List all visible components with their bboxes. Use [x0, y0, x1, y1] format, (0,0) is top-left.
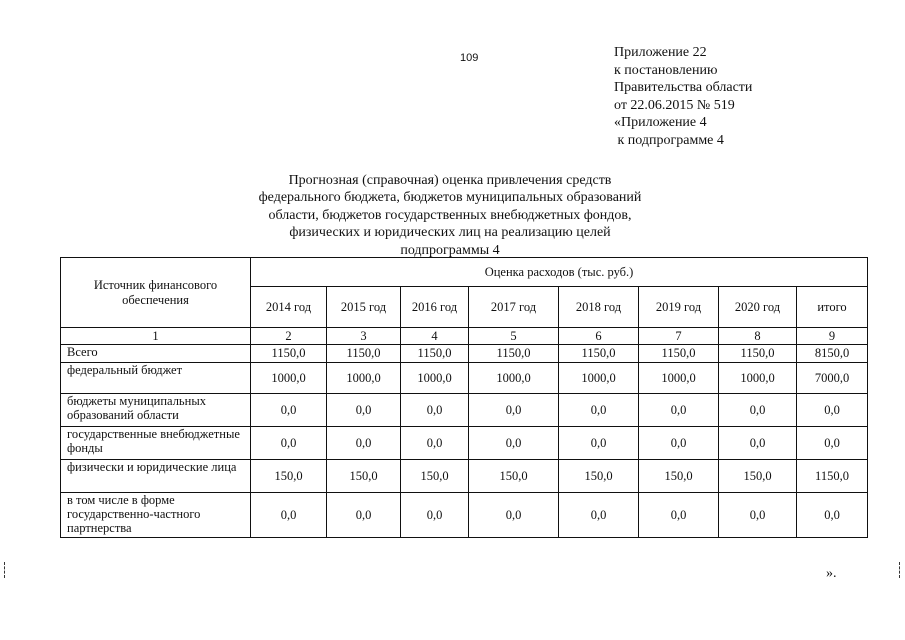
source-header: Источник финансового обеспечения — [61, 258, 251, 328]
table-row — [61, 363, 868, 394]
table-cell: 0,0 — [797, 427, 868, 460]
page-number: 109 — [460, 52, 479, 64]
table-cell: 0,0 — [469, 493, 559, 538]
table-cell: 0,0 — [639, 493, 719, 538]
table-cell: 1000,0 — [327, 363, 401, 394]
table-cell: 1150,0 — [797, 460, 868, 493]
column-number: 2 — [251, 328, 327, 345]
table-cell: 150,0 — [639, 460, 719, 493]
row-label: в том числе в форме государственно-частного партнерства — [61, 493, 251, 538]
table-cell: 0,0 — [469, 427, 559, 460]
table-cell: 0,0 — [797, 493, 868, 538]
estimate-header: Оценка расходов (тыс. руб.) — [251, 258, 868, 287]
column-number: 4 — [401, 328, 469, 345]
table-cell: 1000,0 — [559, 363, 639, 394]
closing-quote: ». — [826, 566, 837, 581]
row-label: физически и юридические лица — [61, 460, 251, 493]
table-cell: 0,0 — [469, 394, 559, 427]
title-line: федерального бюджета, бюджетов муниципальных образований — [258, 190, 642, 206]
table-cell: 0,0 — [251, 427, 327, 460]
table-row — [61, 460, 868, 493]
year-header: 2016 год — [401, 287, 469, 328]
appendix-header — [614, 44, 752, 149]
row-label: государственные внебюджетные фонды — [61, 427, 251, 460]
appendix-line: к постановлению — [614, 62, 718, 78]
table-cell: 1150,0 — [469, 345, 559, 363]
table-cell: 0,0 — [401, 427, 469, 460]
title-line: подпрограммы 4 — [400, 242, 500, 258]
table-cell: 0,0 — [327, 427, 401, 460]
row-label: федеральный бюджет — [61, 363, 251, 394]
table-cell: 7000,0 — [797, 363, 868, 394]
table-cell: 0,0 — [639, 427, 719, 460]
document-title — [230, 172, 670, 259]
table-cell: 0,0 — [251, 493, 327, 538]
financing-table — [60, 257, 868, 538]
table-cell: 0,0 — [797, 394, 868, 427]
scan-edge-mark-right — [899, 562, 901, 578]
table-cell: 0,0 — [559, 493, 639, 538]
year-header: 2018 год — [559, 287, 639, 328]
row-label: бюджеты муниципальных образований области — [61, 394, 251, 427]
year-header: 2020 год — [719, 287, 797, 328]
table-cell: 1150,0 — [401, 345, 469, 363]
column-number: 6 — [559, 328, 639, 345]
table-cell: 8150,0 — [797, 345, 868, 363]
table-cell: 0,0 — [401, 394, 469, 427]
title-line: физических и юридических лиц на реализацию целей — [289, 225, 611, 241]
table-cell: 0,0 — [639, 394, 719, 427]
table-cell: 150,0 — [469, 460, 559, 493]
total-header: итого — [797, 287, 868, 328]
table-cell: 1000,0 — [401, 363, 469, 394]
table-row — [61, 493, 868, 538]
column-number: 5 — [469, 328, 559, 345]
year-header: 2019 год — [639, 287, 719, 328]
table-cell: 1000,0 — [719, 363, 797, 394]
title-line: Прогнозная (справочная) оценка привлечения средств — [288, 173, 612, 188]
appendix-line: к подпрограмме 4 — [614, 132, 724, 148]
table-cell: 0,0 — [719, 394, 797, 427]
year-header: 2015 год — [327, 287, 401, 328]
table-cell: 150,0 — [401, 460, 469, 493]
column-number: 1 — [61, 328, 251, 345]
scan-edge-mark-left — [4, 562, 6, 578]
column-number: 7 — [639, 328, 719, 345]
title-line: области, бюджетов государственных внебюджетных фондов, — [268, 207, 632, 223]
year-header: 2017 год — [469, 287, 559, 328]
table-cell: 0,0 — [327, 394, 401, 427]
appendix-line: Приложение 22 — [614, 45, 707, 60]
table-cell: 0,0 — [401, 493, 469, 538]
column-number: 9 — [797, 328, 868, 345]
column-number: 8 — [719, 328, 797, 345]
table-cell: 0,0 — [251, 394, 327, 427]
table-cell: 1000,0 — [639, 363, 719, 394]
table-cell: 1150,0 — [251, 345, 327, 363]
row-label: Всего — [61, 345, 251, 363]
table-cell: 1150,0 — [327, 345, 401, 363]
table-cell: 1150,0 — [719, 345, 797, 363]
table-cell: 1000,0 — [469, 363, 559, 394]
appendix-line: Правительства области — [614, 80, 753, 95]
year-header: 2014 год — [251, 287, 327, 328]
table-cell: 0,0 — [719, 427, 797, 460]
column-number-row — [61, 328, 868, 345]
table-cell: 150,0 — [327, 460, 401, 493]
table-cell: 1150,0 — [639, 345, 719, 363]
table-row — [61, 427, 868, 460]
table-cell: 0,0 — [719, 493, 797, 538]
table-cell: 0,0 — [559, 427, 639, 460]
table-cell: 150,0 — [719, 460, 797, 493]
appendix-line: от 22.06.2015 № 519 — [614, 97, 735, 113]
table-row — [61, 345, 868, 363]
table-cell: 0,0 — [327, 493, 401, 538]
appendix-line: «Приложение 4 — [614, 115, 707, 130]
table-cell: 150,0 — [251, 460, 327, 493]
table-row — [61, 394, 868, 427]
table-cell: 1000,0 — [251, 363, 327, 394]
table-cell: 0,0 — [559, 394, 639, 427]
table-cell: 1150,0 — [559, 345, 639, 363]
column-number: 3 — [327, 328, 401, 345]
table-cell: 150,0 — [559, 460, 639, 493]
